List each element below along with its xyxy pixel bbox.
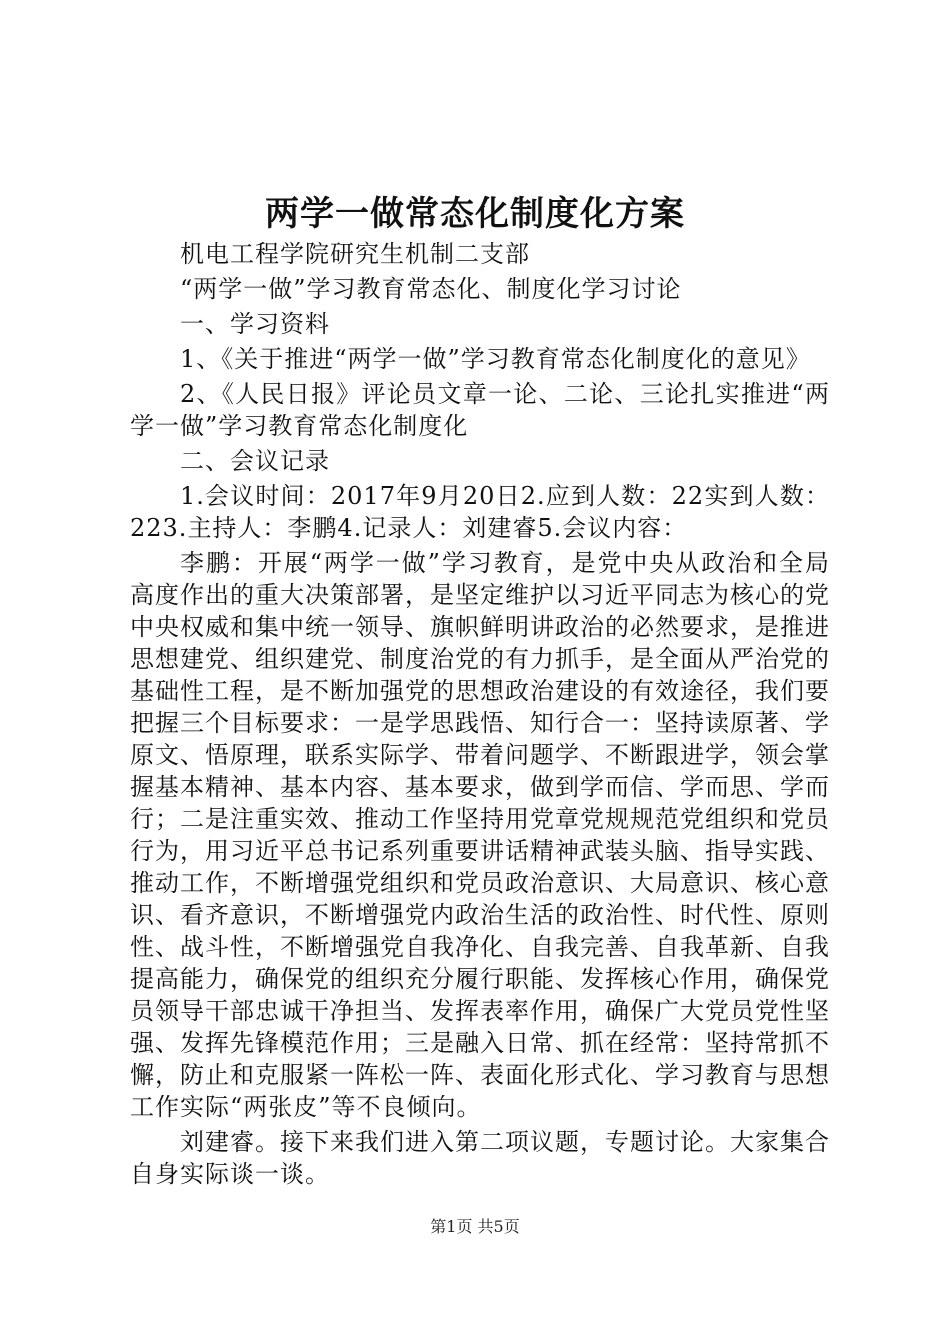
section-heading-minutes: 二、会议记录: [180, 447, 330, 475]
paragraph-subject: “两学一做”学习教育常态化、制度化学习讨论: [180, 275, 682, 303]
page-indicator: 第1页 共5页: [430, 1217, 520, 1236]
paragraph-speech-lipeng: 李鹏：开展“两学一做”学习教育，是党中央从政治和全局高度作出的重大决策部署，是坚定维护以习近平同志为核心的党中央权威和集中统一领导、旗帜鲜明讲政治的必然要求，是推进思想建党、组织建党、制度治党的有力抓手，是全面从严治党的基础性工程，是不断加强党的思想政治建设的有效途径，我们要把握三个目标要求：一是学思践悟、知行合一：坚持读原著、学原文、悟原理，联系实际学、带着问题学、不断跟进学，领会掌握基本精神、基本内容、基本要求，做到学而信、学而思、学而行；二是注重实效、推动工作坚持用党章党规规范党组织和党员行为，用习近平总书记系列重要讲话精神武装头脑、指导实践、推动工作，不断增强党组织和党员政治意识、大局意识、核心意识、看齐意识，不断增强党内政治生活的政治性、时代性、原则性、战斗性，不断增强党自我净化、自我完善、自我革新、自我提高能力，确保党的组织充分履行职能、发挥核心作用，确保党员领导干部忠诚干净担当、发挥表率作用，确保广大党员党性坚强、发挥先锋模范作用；三是融入日常、抓在经常：坚持常抓不懈，防止和克服紧一阵松一阵、表面化形式化、学习教育与思想工作实际“两张皮”等不良倾向。: [130, 549, 830, 1121]
paragraph-material-1: 1、《关于推进“两学一做”学习教育常态化制度化的意见》: [180, 345, 811, 373]
paragraph-speech-liujianrui: 刘建睿。接下来我们进入第二项议题，专题讨论。大家集合自身实际谈一谈。: [130, 1128, 830, 1188]
section-heading-materials: 一、学习资料: [180, 310, 330, 338]
document-title: 两学一做常态化制度化方案: [265, 194, 685, 234]
document-body: [130, 238, 830, 1193]
paragraph-branch-name: 机电工程学院研究生机制二支部: [180, 240, 530, 268]
paragraph-material-2: 2、《人民日报》评论员文章一论、二论、三论扎实推进“两学一做”学习教育常态化制度化: [130, 380, 830, 440]
paragraph-meeting-info: 1.会议时间：2017年9月20日2.应到人数：22实到人数：223.主持人：李鹏4.记录人：刘建睿5.会议内容：: [130, 482, 830, 542]
